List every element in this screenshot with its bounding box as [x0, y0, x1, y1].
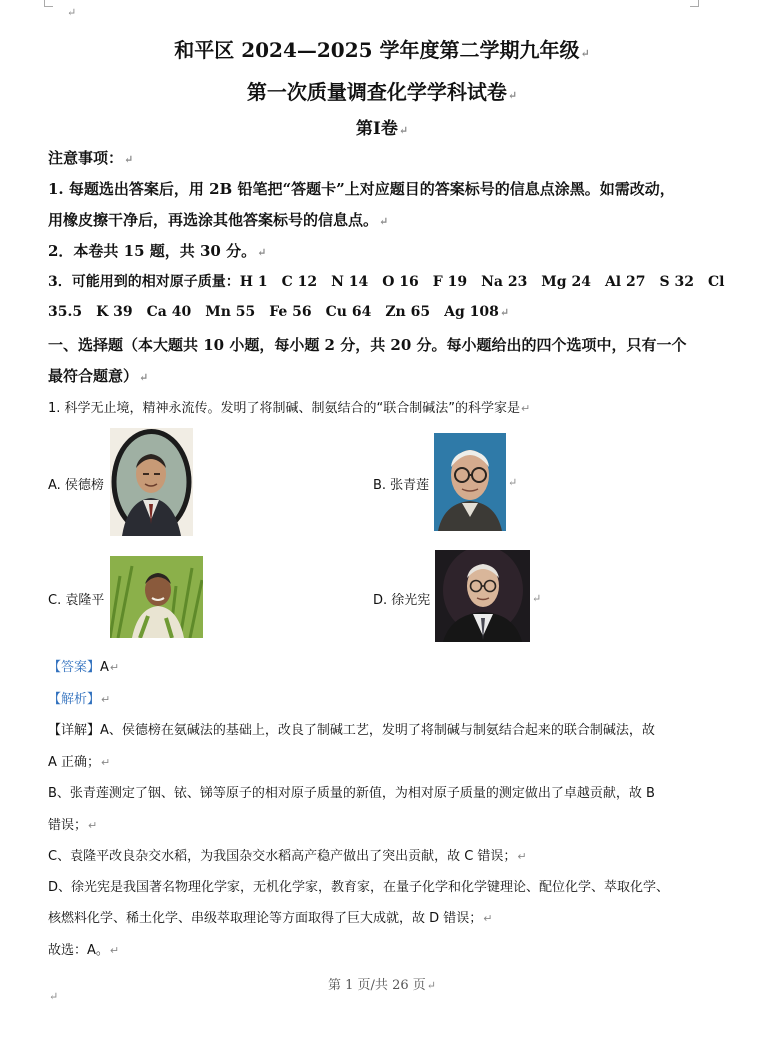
option-d-label: D. 徐光宪	[373, 593, 431, 608]
title-line-1-text: 和平区 2024—2025 学年度第二学期九年级	[174, 38, 580, 62]
notice-item-1-line-2	[48, 209, 388, 230]
paragraph-mark: ↵	[379, 215, 389, 228]
title-line-2	[0, 76, 764, 105]
notice-item-3-line-2-text: 35.5 K 39 Ca 40 Mn 55 Fe 56 Cu 64 Zn 65 Ag 108	[48, 304, 499, 320]
paragraph-mark: ↵	[109, 944, 120, 957]
paragraph-mark: ↵	[398, 124, 409, 137]
choose-line	[48, 939, 119, 958]
detail-c-text: C、袁隆平改良杂交水稻，为我国杂交水稻高产稳产做出了突出贡献，故 C 错误；	[48, 849, 517, 864]
portrait-yuan-longping	[110, 556, 203, 638]
question-1-stem-text: 1. 科学无止境，精神永流传。发明了将制碱、制氨结合的“联合制碱法”的科学家是	[48, 401, 521, 416]
part-1-line-1: 一、选择题（本大题共 10 小题，每小题 2 分，共 20 分。每小题给出的四个选项中，只有一个	[48, 336, 687, 354]
detail-d-line-1: D、徐光宪是我国著名物理化学家，无机化学家，教育家，在量子化学和化学键理论、配位化学、萃取化学、	[48, 880, 670, 895]
paragraph-mark: ↵	[508, 476, 518, 489]
portrait-hou-debang-image	[110, 428, 193, 536]
section-text: 第Ⅰ卷	[355, 119, 398, 139]
option-b-label: B. 张青莲	[373, 478, 430, 493]
notice-item-3-line-1: 3．可能用到的相对原子质量：H 1 C 12 N 14 O 16 F 19 Na 23 Mg 24 Al 27 S 32 Cl	[48, 274, 725, 290]
page-footer	[0, 974, 764, 993]
page-number: 第 1 页/共 26 页	[328, 978, 426, 993]
paragraph-mark: ↵	[517, 850, 527, 863]
notice-item-1-line-2-text: 用橡皮擦干净后，再选涂其他答案标号的信息点。	[48, 211, 379, 229]
corner-mark-top-right	[690, 0, 699, 7]
notice-heading-text: 注意事项：	[48, 149, 124, 167]
paragraph-mark: ↵	[426, 979, 436, 992]
detail-b-line-2	[48, 814, 97, 833]
paragraph-mark: ↵	[257, 246, 267, 259]
detail-a-line-2-text: A 正确；	[48, 755, 101, 770]
paragraph-mark: ↵	[109, 661, 120, 674]
title-line-1	[0, 34, 764, 63]
notice-item-2	[48, 240, 266, 261]
detail-b-line-1: B、张青莲测定了铟、铱、锑等原子的相对原子质量的新值，为相对原子质量的测定做出了卓越贡献，故 B	[48, 786, 655, 801]
paragraph-mark: ↵	[88, 819, 98, 832]
paragraph-mark: ↵	[67, 6, 77, 19]
notice-item-2-text: 2．本卷共 15 题，共 30 分。	[48, 242, 257, 260]
detail-d-line-2-text: 核燃料化学、稀土化学、串级萃取理论等方面取得了巨大成就，故 D 错误；	[48, 911, 483, 926]
paragraph-mark: ↵	[532, 592, 542, 605]
paragraph-mark: ↵	[49, 990, 59, 1003]
paragraph-mark: ↵	[124, 153, 134, 166]
notice-item-3-line-2	[48, 301, 509, 321]
paragraph-mark: ↵	[101, 693, 111, 706]
detail-a-line-1-text: A、侯德榜在氨碱法的基础上，改良了制碱工艺，发明了将制碱与制氨结合起来的联合制碱法，故	[100, 723, 655, 738]
paragraph-mark: ↵	[483, 912, 493, 925]
paragraph-mark: ↵	[507, 89, 518, 102]
part-1-line-2-text: 最符合题意）	[48, 367, 139, 385]
detail-a-line-2	[48, 751, 110, 770]
title-line-2-text: 第一次质量调查化学学科试卷	[246, 80, 507, 104]
section-heading	[0, 114, 764, 139]
portrait-zhang-qinglian	[434, 433, 506, 531]
detail-tag: 【详解】	[48, 723, 101, 738]
part-1-line-2	[48, 365, 148, 386]
answer-value: A	[100, 660, 109, 675]
detail-a-line-1	[48, 719, 655, 738]
notice-heading	[48, 147, 133, 168]
paragraph-mark: ↵	[580, 47, 590, 60]
notice-item-1-line-1: 1. 每题选出答案后，用 2B 铅笔把“答题卡”上对应题目的答案标号的信息点涂黑。如需改动，	[48, 180, 675, 198]
answer-tag: 【答案】	[48, 660, 101, 675]
paragraph-mark: ↵	[101, 756, 111, 769]
analysis-line	[48, 688, 110, 707]
portrait-yuan-longping-image	[110, 556, 203, 638]
question-1-stem	[48, 397, 530, 416]
paragraph-mark: ↵	[521, 402, 531, 415]
option-a-label: A. 侯德榜	[48, 478, 104, 493]
option-c-label: C. 袁隆平	[48, 593, 105, 608]
analysis-tag: 【解析】	[48, 692, 101, 707]
portrait-xu-guangxian-image	[435, 550, 530, 642]
portrait-hou-debang	[110, 428, 193, 536]
answer-line	[48, 656, 119, 675]
detail-d-line-2	[48, 907, 493, 926]
detail-b-line-2-text: 错误；	[48, 818, 88, 833]
paragraph-mark: ↵	[499, 306, 510, 319]
choose-text: 故选：A。	[48, 943, 109, 958]
corner-mark-top-left	[44, 0, 53, 7]
portrait-zhang-qinglian-image	[434, 433, 506, 531]
paragraph-mark: ↵	[139, 371, 149, 384]
detail-c	[48, 845, 527, 864]
portrait-xu-guangxian	[435, 550, 530, 642]
